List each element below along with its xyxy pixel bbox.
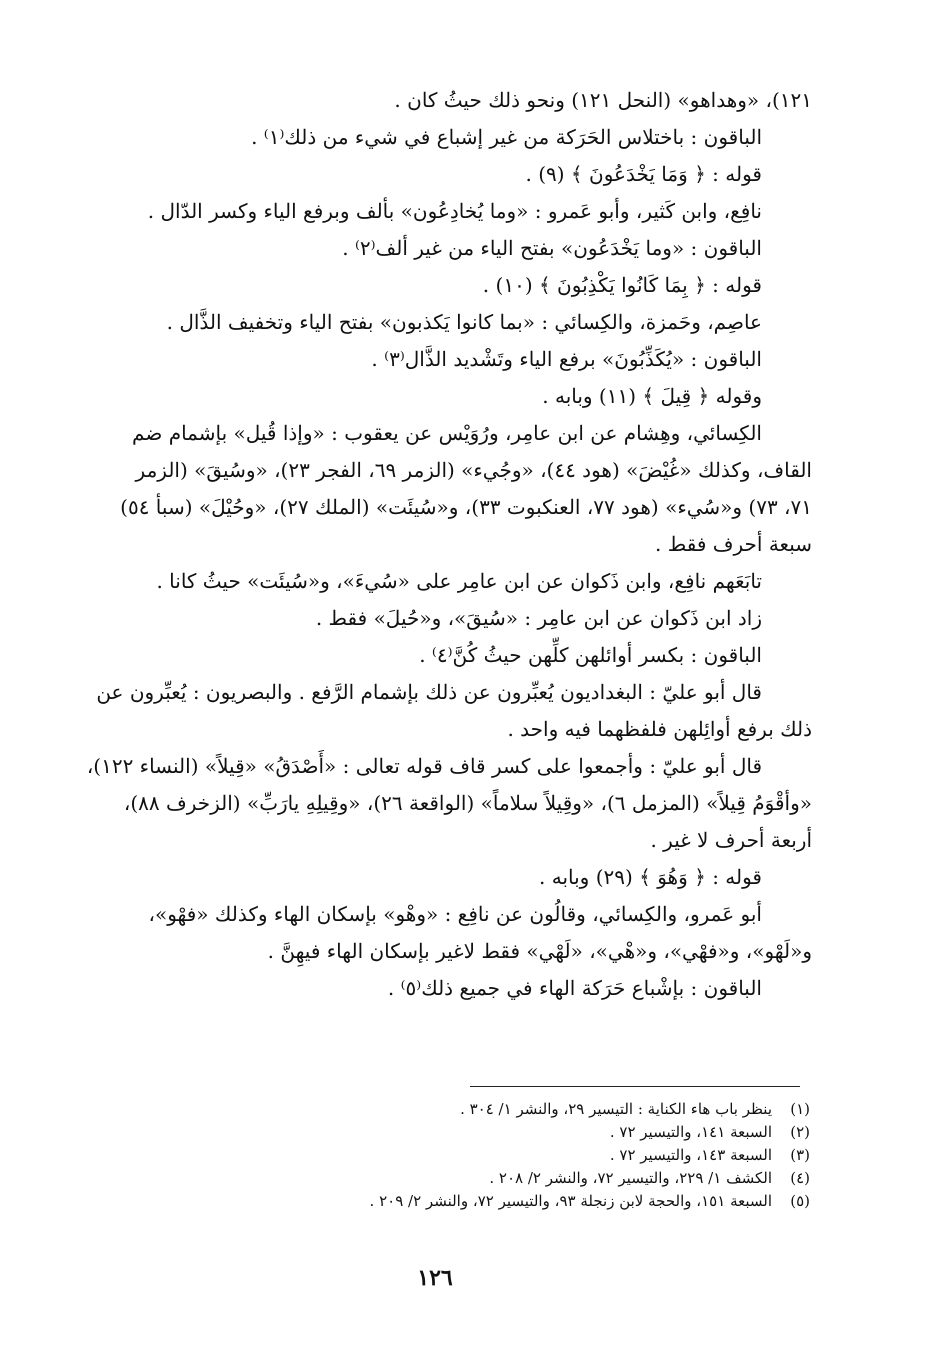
text-line: و«لَهْو»، و«فهْي»، و«هْي»، «لَهْي» فقط لاغير بإسكان الهاء فيهِنَّ . — [267, 939, 812, 963]
footnote-text: ينظر باب هاء الكناية : التيسير ٢٩، والنشر ١/ ٣٠٤ . — [460, 1100, 772, 1118]
footnote-number: (١) — [790, 1100, 810, 1118]
text-line: الباقون : «يُكَذِّبُونَ» برفع الياء وتَشْديد الذَّال⁽٣⁾ . — [371, 347, 762, 371]
footnote-text: السبعة ١٤١، والتيسير ٧٢ . — [609, 1123, 772, 1141]
text-line: الباقون : بإشْباع حَرَكة الهاء في جميع ذلك⁽٥⁾ . — [387, 976, 762, 1000]
text-line: نافِع، وابن كَثير، وأبو عَمرو : «وما يُخادِعُون» بألف وبرفع الياء وكسر الدّال . — [147, 199, 762, 223]
text-line: الكِسائي، وهِشام عن ابن عامِر، ورُوَيْس عن يعقوب : «وإذا قُيل» بإشمام ضم — [132, 421, 762, 445]
text-line: قوله : ﴿ وَهُوَ ﴾ (٢٩) وبابه . — [539, 865, 762, 889]
footnote — [230, 1098, 810, 1121]
footnote-text: الكشف ١/ ٢٢٩، والتيسير ٧٢، والنشر ٢/ ٢٠٨ . — [489, 1169, 772, 1187]
page-number: ١٢٦ — [417, 1265, 453, 1291]
text-line: قوله : ﴿ بِمَا كَانُوا يَكْذِبُونَ ﴾ (١٠) . — [482, 273, 762, 297]
text-line: ٧١، ٧٣) و«سُيء» (هود ٧٧، العنكبوت ٣٣)، و«سُيئَت» (الملك ٢٧)، «وحُيْلَ» (سبأ ٥٤) — [120, 495, 812, 519]
text-line: القاف، وكذلك «غُيْضَ» (هود ٤٤)، «وجُيء» (الزمر ٦٩، الفجر ٢٣)، «وسُيقَ» (الزمر — [135, 458, 812, 482]
text-line: عاصِم، وحَمزة، والكِسائي : «بما كانوا يَكذبون» بفتح الياء وتخفيف الذَّال . — [166, 310, 762, 334]
text-line: قال أبو عليّ : وأجمعوا على كسر قاف قوله تعالى : «أَصْدَقُ» «قِيلاً» (النساء ١٢٢)، — [86, 754, 762, 778]
footnote — [230, 1167, 810, 1190]
footnote — [230, 1190, 810, 1213]
footnote — [230, 1121, 810, 1144]
footnote-number: (٥) — [790, 1192, 810, 1210]
footnote-number: (٢) — [790, 1123, 810, 1141]
text-line: «وأقْوَمُ قِيلاً» (المزمل ٦)، «وقِيلاً سلاماً» (الواقعة ٢٦)، «وقِيلِهِ يارَبِّ» (الزخرف ٨٨)، — [123, 791, 812, 815]
text-line: ذلك برفع أوائِلهن فلفظهما فيه واحد . — [507, 717, 812, 741]
text-line: الباقون : بكسر أوائلهن كلِّهن حيثُ كُنَّ⁽٤⁾ . — [419, 643, 762, 667]
text-line: قال أبو عليّ : البغداديون يُعبِّرون عن ذلك بإشمام الرَّفع . والبصريون : يُعبِّرون عن — [96, 680, 762, 704]
text-line: سبعة أحرف فقط . — [655, 532, 812, 556]
text-line: وقوله ﴿ قِيلَ ﴾ (١١) وبابه . — [542, 384, 762, 408]
footnote — [230, 1144, 810, 1167]
footnote-number: (٣) — [790, 1146, 810, 1164]
text-line: تابَعَهم نافِع، وابن ذَكوان عن ابن عامِر على «سُيءَ»، و«سُيئَت» حيثُ كانا . — [156, 569, 762, 593]
text-line: قوله : ﴿ وَمَا يَخْدَعُونَ ﴾ (٩) . — [525, 162, 762, 186]
text-line: الباقون : «وما يَخْدَعُون» بفتح الياء من غير ألف⁽٢⁾ . — [342, 236, 762, 260]
text-line: ١٢١)، «وهداهو» (النحل ١٢١) ونحو ذلك حيثُ كان . — [394, 88, 812, 112]
footnote-text: السبعة ١٤٣، والتيسير ٧٢ . — [609, 1146, 772, 1164]
footnote-divider — [470, 1086, 800, 1087]
page-body — [70, 82, 812, 1007]
footnote-number: (٤) — [790, 1169, 810, 1187]
text-line: أربعة أحرف لا غير . — [650, 828, 812, 852]
footnotes — [230, 1098, 810, 1213]
footnote-text: السبعة ١٥١، والحجة لابن زنجلة ٩٣، والتيسير ٧٢، والنشر ٢/ ٢٠٩ . — [369, 1192, 772, 1210]
text-line: الباقون : باختلاس الحَرَكة من غير إشباع في شيء من ذلك⁽١⁾ . — [251, 125, 762, 149]
text-line: أبو عَمرو، والكِسائي، وقالُون عن نافِع : «وهْو» بإسكان الهاء وكذلك «فهْو»، — [148, 902, 762, 926]
text-line: زاد ابن ذَكوان عن ابن عامِر : «سُيقَ»، و«حُيلَ» فقط . — [315, 606, 762, 630]
